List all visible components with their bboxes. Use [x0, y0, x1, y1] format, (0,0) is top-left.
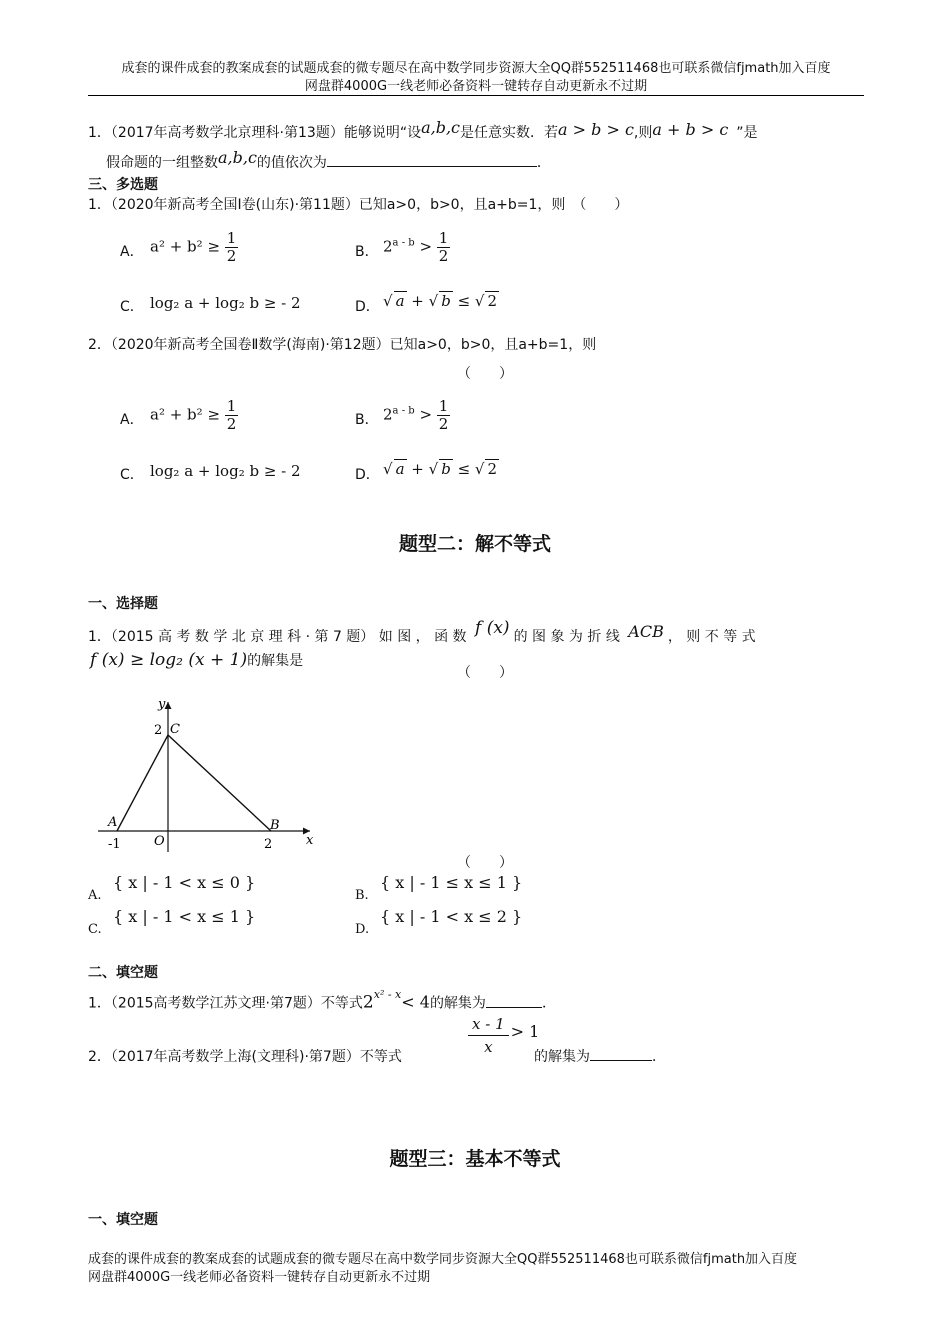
option-a-expr: [150, 398, 238, 433]
option-label-c: C．: [120, 467, 144, 483]
option-label-d: D．: [355, 467, 380, 483]
question-source: （2017年高考数学北京理科·第13题）: [110, 125, 344, 141]
option-label-c: C．: [120, 299, 144, 315]
math-inequality: f (x) ≥ log₂ (x + 1): [90, 650, 248, 670]
answer-paren: （ ）: [457, 665, 513, 681]
question-number: 1．: [88, 125, 111, 141]
point-b-label: B: [270, 818, 280, 833]
frac-den: 2: [438, 415, 449, 433]
option-b-expr: [383, 230, 450, 265]
answer-paren: （ ）: [457, 855, 513, 871]
question-text: 1．（2015 高 考 数 学 北 京 理 科 · 第 7 题） 如 图 ， 函 数: [88, 629, 467, 645]
question-text: 的 图 象 为 折 线: [513, 629, 620, 645]
answer-paren: （ ）: [457, 366, 513, 382]
multi-question-2: 2．（2020年新高考全国卷Ⅱ数学(海南)·第12题）已知a>0，b>0，且a+b=1，则: [88, 337, 597, 353]
question-1-cont: [106, 148, 551, 172]
option-a-expr: [150, 230, 238, 265]
sqrt-2: 2: [487, 460, 498, 478]
header-line-2: 网盘群4000G一线老师必备资料一键转存自动更新永不过期: [304, 79, 648, 94]
x-tick-2: 2: [264, 837, 273, 852]
fill-question-1: [88, 988, 556, 1013]
sqrt-b: b: [441, 460, 451, 478]
header-rule: [88, 95, 864, 96]
question-text: 的解集为: [429, 995, 486, 1012]
section-heading-fill: 二、填空题: [88, 965, 158, 981]
option-label-a: A．: [120, 412, 144, 428]
option-label-a: A．: [120, 244, 144, 260]
frac-den: 2: [226, 247, 237, 265]
multi-question-1: 1．（2020年新高考全国Ⅰ卷(山东)·第11题）已知a>0，b>0，且a+b=1，则 （ ）: [88, 197, 629, 213]
period: ．: [541, 995, 556, 1012]
option-c-expr: log₂ a + log₂ b ≥ - 2: [150, 294, 301, 312]
question-text: 2．（2017年高考数学上海(文理科)·第7题）不等式: [88, 1049, 402, 1065]
frac-num: 1: [226, 229, 237, 247]
question-1: [88, 118, 758, 142]
question-text: 的解集为: [534, 1049, 590, 1065]
frac-den: 2: [226, 415, 237, 433]
fill-question-2: [88, 1046, 402, 1066]
math-variables: a,b,c: [218, 148, 257, 167]
relation: < 4: [401, 992, 430, 1012]
header-line-1: 成套的课件成套的教案成套的试题成套的微专题尽在高中数学同步资源大全QQ群552511468也可联系微信fjmath加入百度: [121, 61, 831, 76]
x-axis-label: x: [306, 833, 314, 848]
option-label-d: D．: [355, 299, 380, 315]
question-text: ,则: [633, 125, 653, 141]
option-c-expr: log₂ a + log₂ b ≥ - 2: [150, 462, 301, 480]
frac-den: 2: [438, 247, 449, 265]
option-b-set: { x | - 1 ≤ x ≤ 1 }: [380, 873, 523, 892]
option-label-c: C.: [88, 922, 102, 937]
power-exponent: x² - x: [373, 988, 402, 1001]
power-base: 2: [362, 992, 374, 1013]
option-d-expr: √ a + √ b ≤ √ 2: [383, 292, 498, 310]
option-label-a: A.: [88, 888, 102, 903]
sqrt-a: a: [395, 292, 405, 310]
section-heading-multiple-choice: 三、多选题: [88, 177, 158, 193]
frac-num: 1: [438, 229, 449, 247]
relation: ≤: [457, 460, 471, 478]
math-acb: ACB: [628, 622, 664, 641]
option-a-lhs: a² + b² ≥: [150, 405, 221, 424]
sqrt-2: 2: [487, 292, 498, 310]
option-label-b: B．: [355, 412, 379, 428]
period: ．: [536, 155, 551, 171]
y-tick-2: 2: [154, 723, 163, 738]
page-header: [88, 60, 864, 96]
question-text: ”是: [736, 125, 758, 141]
math-conclusion: a + b > c: [652, 120, 729, 139]
sqrt-a: a: [395, 460, 405, 478]
choice-question-1-cont: [90, 650, 303, 670]
y-axis-label: y: [158, 697, 166, 712]
x-tick-minus-1: -1: [108, 837, 121, 852]
period: ．: [652, 1049, 666, 1065]
power-exponent: a - b: [392, 237, 415, 249]
question-text: 假命题的一组整数: [106, 155, 218, 171]
sqrt-b: b: [441, 292, 451, 310]
polyline-acb: [117, 735, 271, 831]
power-exponent: a - b: [392, 405, 415, 417]
answer-blank[interactable]: [486, 1007, 542, 1008]
math-fx: f (x): [475, 618, 510, 638]
function-graph: [88, 692, 328, 862]
point-a-label: A: [108, 815, 118, 830]
footer-line-2: 网盘群4000G一线老师必备资料一键转存自动更新永不过期: [88, 1270, 431, 1285]
answer-blank[interactable]: [327, 166, 537, 167]
fill-question-2-expr: [468, 1013, 539, 1058]
option-d-expr: √ a + √ b ≤ √ 2: [383, 460, 498, 478]
point-c-label: C: [170, 722, 180, 737]
option-label-b: B．: [355, 244, 379, 260]
math-variables: a,b,c: [421, 118, 461, 137]
option-d-set: { x | - 1 < x ≤ 2 }: [380, 907, 523, 926]
question-text: 1．（2015高考数学江苏文理·第7题）不等式: [88, 995, 363, 1012]
option-label-b: B.: [355, 888, 369, 903]
relation: > 1: [510, 1021, 540, 1041]
frac-den: x: [484, 1038, 493, 1056]
footer-line-1: 成套的课件成套的教案成套的试题成套的微专题尽在高中数学同步资源大全QQ群552511468也可联系微信fjmath加入百度: [88, 1252, 798, 1267]
power-base: 2: [383, 405, 393, 424]
question-text: 是任意实数．若: [460, 125, 559, 141]
frac-num: x - 1: [468, 1013, 509, 1036]
section-title-2: 题型二：解不等式: [398, 533, 551, 555]
question-text: 的解集是: [247, 653, 304, 669]
section-title-3: 题型三：基本不等式: [389, 1148, 561, 1170]
option-a-set: { x | - 1 < x ≤ 0 }: [113, 873, 256, 892]
frac-num: 1: [438, 397, 449, 415]
question-text: 能够说明“设: [343, 125, 422, 141]
math-condition: a > b > c: [558, 120, 634, 139]
question-text: 的值依次为: [256, 155, 327, 171]
choice-question-1: [88, 618, 756, 646]
section-heading-choice: 一、选择题: [88, 596, 158, 612]
question-text: ， 则 不 等 式: [667, 629, 756, 645]
option-c-set: { x | - 1 < x ≤ 1 }: [113, 907, 256, 926]
relation: >: [419, 237, 433, 256]
frac-num: 1: [226, 397, 237, 415]
answer-blank[interactable]: [590, 1060, 652, 1061]
option-label-d: D.: [355, 922, 370, 937]
option-b-expr: [383, 398, 450, 433]
section-heading-fill-3: 一、填空题: [88, 1212, 158, 1228]
option-a-lhs: a² + b² ≥: [150, 237, 221, 256]
relation: >: [419, 405, 433, 424]
power-base: 2: [383, 237, 393, 256]
page-footer: [88, 1251, 864, 1287]
relation: ≤: [457, 292, 471, 310]
fill-question-2-tail: [534, 1046, 666, 1066]
origin-label: O: [154, 834, 165, 849]
